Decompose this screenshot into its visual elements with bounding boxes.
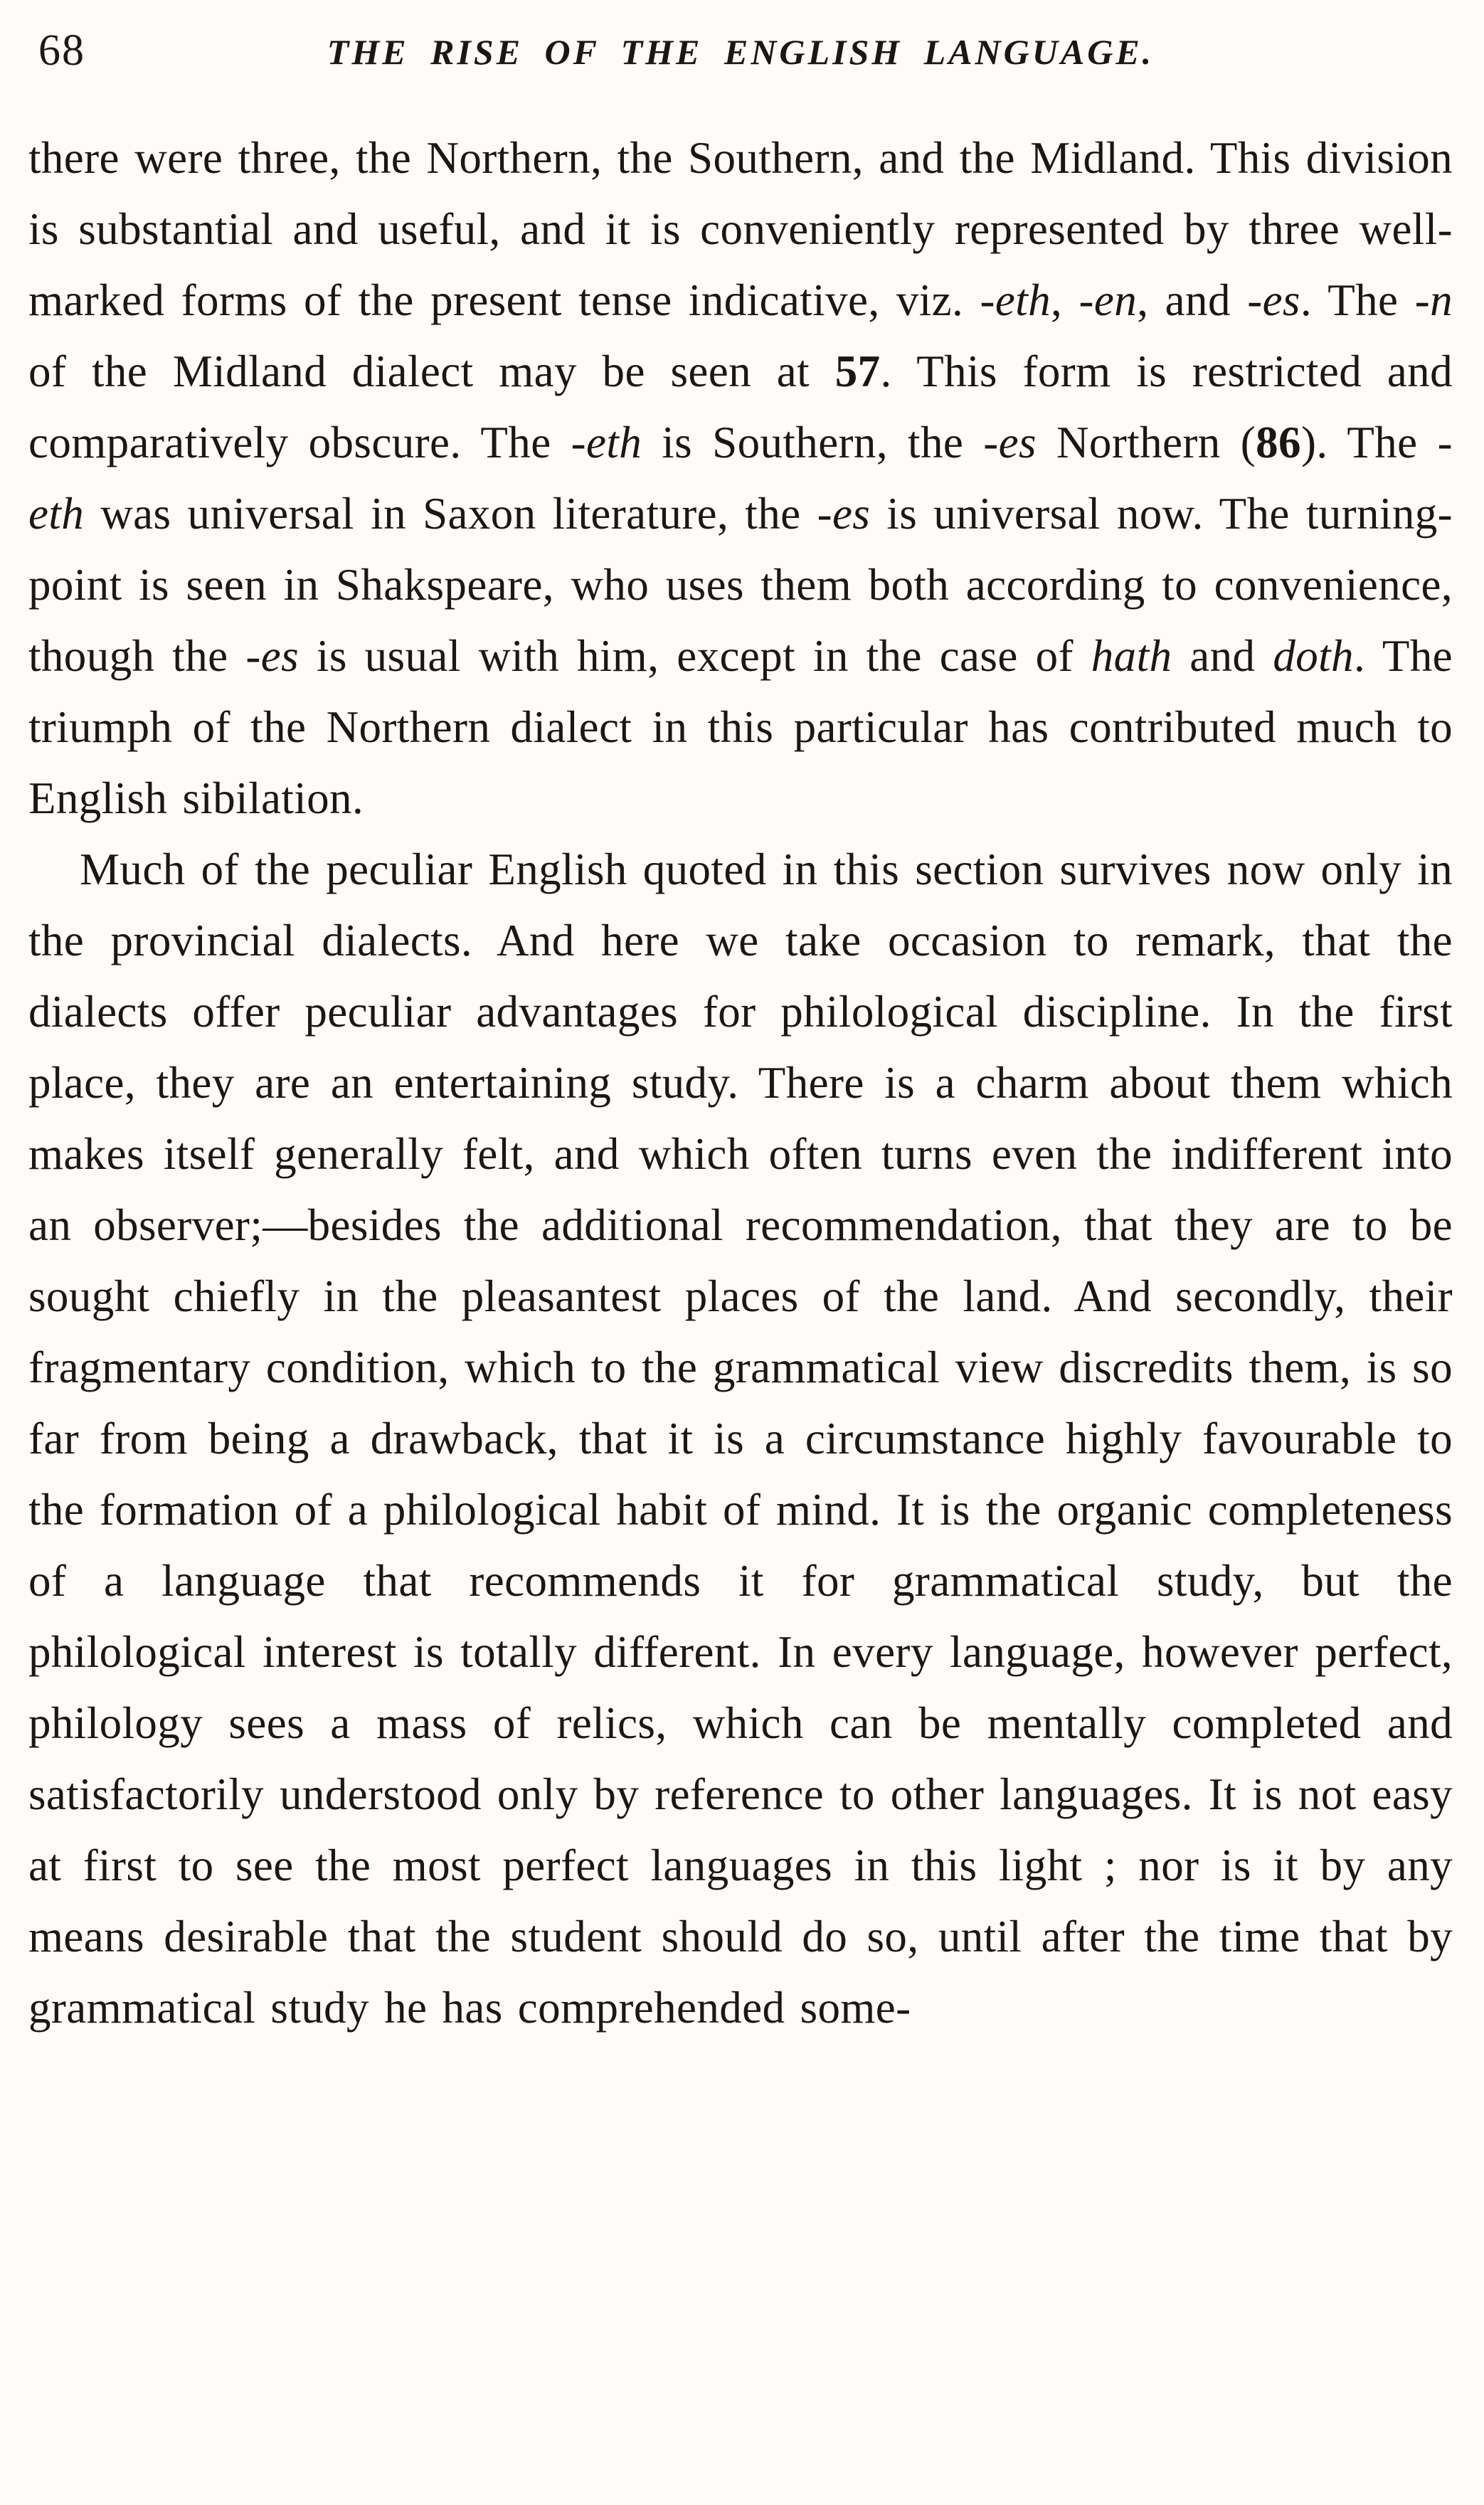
body-text: is Southern, the [642,418,984,467]
body-text: there were three, the Northern, the Southern, and the Midland. This division is substantial and useful, and it is conveniently represented by three well-marked forms of the present tense indicative, viz. [28,133,1453,325]
emphasized-text: -es [817,489,871,539]
body-text: , and [1137,275,1248,325]
body-text: . The [1300,275,1415,325]
emphasized-text: doth [1273,631,1354,681]
emphasized-text: -eth [28,418,1453,539]
body-text: Northern ( [1036,418,1256,467]
page-header [28,24,1453,98]
emphasized-text: -eth [980,275,1051,325]
emphasized-text: -es [245,631,300,681]
emphasized-text: -es [1247,275,1300,325]
body-text: is universal now. The turning-point is seen in Shakspeare, who uses them both according to convenience, though the [28,489,1453,681]
page-body [28,122,1453,2043]
body-text: of the Midland dialect may be seen at [28,346,835,396]
running-header: THE RISE OF THE ENGLISH LANGUAGE. [327,32,1155,72]
emphasized-text: 86 [1256,418,1301,467]
page-number: 68 [38,26,85,75]
body-text: . This form is restricted and comparatively obscure. The [28,346,1453,467]
emphasized-text: -eth [571,418,642,467]
body-text: . The triumph of the Northern dialect in this particular has contributed much to English sibilation. [28,631,1453,823]
emphasized-text: -n [1414,275,1453,325]
emphasized-text: 57 [834,346,881,396]
paragraph [28,834,1453,2043]
body-text: ). The [1300,418,1438,467]
body-text: and [1172,631,1273,681]
emphasized-text: -es [983,418,1037,467]
body-text: was universal in Saxon literature, the [84,489,817,539]
paragraph [28,122,1453,834]
emphasized-text: hath [1091,631,1172,681]
body-text: is usual with him, except in the case of [299,631,1091,681]
emphasized-text: -en [1078,275,1138,325]
body-text: Much of the peculiar English quoted in this section survives now only in the provincial dialects. And here we take occasion to remark, that the dialects offer peculiar advantages for philological discipline. In the first place, they are an entertaining study. There is a charm about them which makes itself generally felt, and which often turns even the indifferent into an observer;—besides the additional recommendation, that they are to be sought chiefly in the pleasantest places of the land. And secondly, their fragmentary condition, which to the grammatical view discredits them, is so far from being a drawback, that it is a circumstance highly favourable to the formation of a philological habit of mind. It is the organic completeness of a language that recommends it for grammatical study, but the philological interest is totally different. In every language, however perfect, philology sees a mass of relics, which can be mentally completed and satisfactorily understood only by reference to other languages. It is not easy at first to see the most perfect languages in this light ; nor is it by any means desirable that the student should do so, until after the time that by grammatical study he has comprehended some- [28,844,1453,2033]
body-text: , [1051,275,1079,325]
